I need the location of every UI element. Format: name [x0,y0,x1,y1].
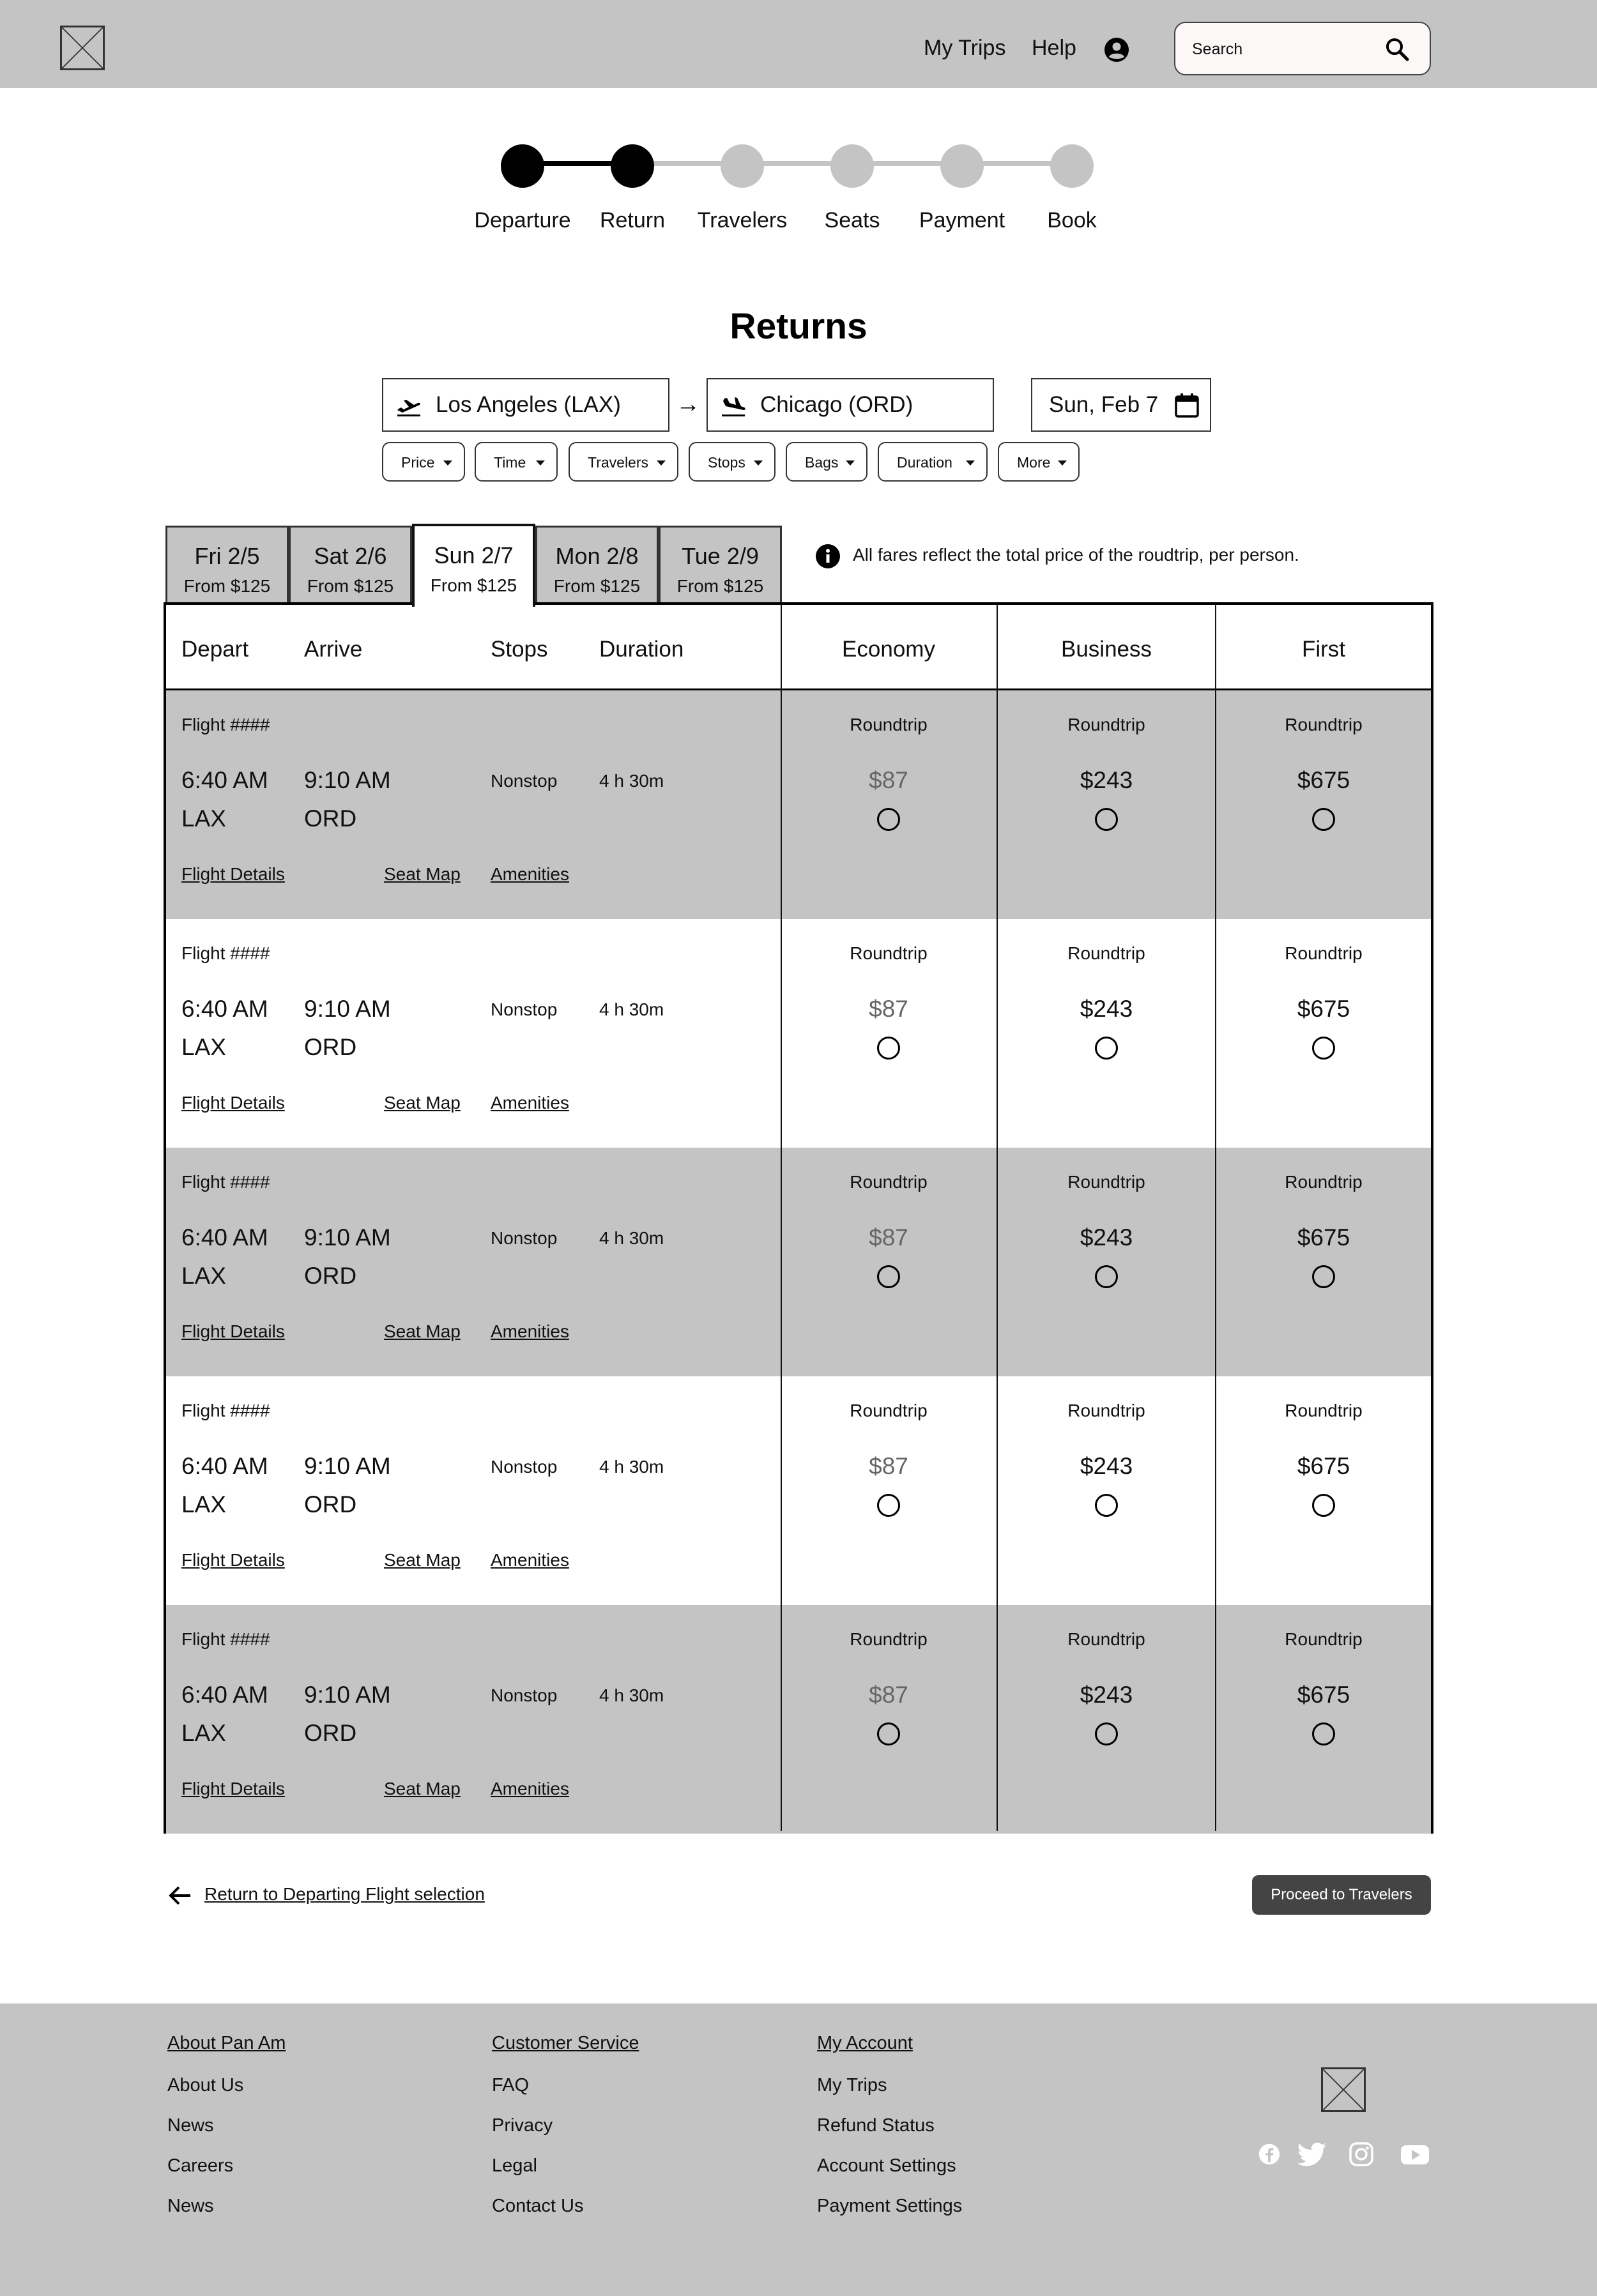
footer-link[interactable]: News [167,2115,214,2136]
arrive-time: 9:10 AM [304,1224,391,1251]
nav-help-link[interactable]: Help [1032,36,1076,60]
first-price: $675 [1297,1224,1350,1251]
first-fare-cell [1216,919,1431,1148]
business-price: $243 [1080,767,1133,793]
first-fare-cell [1216,1605,1431,1834]
first-price: $675 [1297,1453,1350,1479]
footer-link[interactable]: Privacy [492,2115,553,2136]
filter-label: More [1017,454,1051,471]
step-label-book: Book [1047,208,1097,232]
economy-price: $87 [869,1682,908,1708]
footer-heading[interactable]: My Account [817,2033,913,2053]
step-label-payment: Payment [919,208,1005,232]
flight-number: Flight #### [181,715,270,734]
fare-type-label: Roundtrip [1285,715,1363,734]
page-title: Returns [730,306,867,347]
flight-details-link[interactable]: Flight Details [181,1321,285,1341]
fare-type-label: Roundtrip [1067,943,1145,963]
arrive-airport: ORD [304,1263,357,1289]
fare-type-label: Roundtrip [850,943,928,963]
flight-results-table [164,602,1433,1834]
first-fare-radio[interactable] [1312,1722,1335,1745]
date-tab-day: Tue 2/9 [682,543,759,569]
step-dot-seats[interactable] [830,144,874,188]
amenities-link[interactable]: Amenities [491,864,569,884]
first-fare-cell [1216,1376,1431,1605]
economy-fare-cell [781,1148,997,1376]
return-to-departing-link[interactable]: Return to Departing Flight selection [204,1884,485,1904]
table-row [166,1605,1431,1834]
first-fare-radio[interactable] [1312,1265,1335,1288]
caret-down-icon [846,460,855,466]
filter-label: Price [401,454,435,471]
caret-down-icon [657,460,666,466]
amenities-link[interactable]: Amenities [491,1550,569,1570]
first-fare-cell [1216,690,1431,919]
amenities-link[interactable]: Amenities [491,1321,569,1341]
flight-details-link[interactable]: Flight Details [181,864,285,884]
filter-label: Duration [897,454,952,471]
step-dot-payment[interactable] [940,144,984,188]
arrow-left-icon[interactable] [167,1884,193,1907]
footer-link[interactable]: News [167,2196,214,2216]
filter-travelers[interactable] [569,442,678,482]
footer-link[interactable]: Careers [167,2155,234,2176]
date-tab-day: Sat 2/6 [314,543,387,569]
depart-airport: LAX [181,805,226,832]
step-label-return: Return [599,208,666,232]
depart-airport: LAX [181,1034,226,1060]
fare-type-label: Roundtrip [1285,1172,1363,1192]
table-row [166,690,1431,919]
filter-label: Travelers [588,454,648,471]
date-tab-day: Fri 2/5 [194,543,260,569]
business-fare-radio[interactable] [1095,1265,1118,1288]
filter-more[interactable] [998,442,1080,482]
date-tab-day: Mon 2/8 [555,543,639,569]
business-fare-radio[interactable] [1095,1722,1118,1745]
filter-stops[interactable] [689,442,776,482]
business-fare-radio[interactable] [1095,808,1118,831]
depart-time: 6:40 AM [181,1224,268,1251]
economy-price: $87 [869,1224,908,1251]
fare-type-label: Roundtrip [850,1172,928,1192]
info-icon [815,544,841,569]
header-business: Business [1060,637,1152,662]
date-tab-from-price: From $125 [676,576,764,596]
depart-airport: LAX [181,1491,226,1517]
first-price: $675 [1297,996,1350,1022]
seat-map-link[interactable]: Seat Map [384,1550,461,1570]
header-economy: Economy [842,637,935,662]
date-tab[interactable] [289,526,412,605]
business-fare-cell [998,1376,1215,1605]
destination-value: Chicago (ORD) [760,392,913,417]
caret-down-icon [966,460,975,466]
column-divider [1215,605,1216,1831]
instagram-icon[interactable] [1348,2141,1375,2167]
economy-fare-radio[interactable] [877,808,900,831]
table-row [166,1148,1431,1376]
date-tab[interactable] [659,526,782,605]
arrive-airport: ORD [304,1720,357,1746]
economy-fare-cell [781,919,997,1148]
stops-value: Nonstop [491,1685,558,1705]
depart-airport: LAX [181,1263,226,1289]
arrive-time: 9:10 AM [304,1453,391,1479]
step-label-departure: Departure [474,208,571,232]
arrow-right-icon: → [676,391,700,418]
seat-map-link[interactable]: Seat Map [384,1779,461,1798]
fare-type-label: Roundtrip [1285,1401,1363,1420]
date-tab-from-price: From $125 [553,576,641,596]
stops-value: Nonstop [491,771,558,791]
filter-label: Bags [805,454,839,471]
fare-type-label: Roundtrip [850,715,928,734]
fare-type-label: Roundtrip [1067,1172,1145,1192]
caret-down-icon [754,460,763,466]
arrive-time: 9:10 AM [304,996,391,1022]
business-fare-cell [998,1605,1215,1834]
economy-fare-cell [781,690,997,919]
date-tab-day: Sun 2/7 [434,542,514,568]
fare-type-label: Roundtrip [1067,715,1145,734]
plane-takeoff-icon [396,395,422,418]
fare-info-note: All fares reflect the total price of the roudtrip, per person. [853,545,1299,565]
filter-time[interactable] [475,442,558,482]
first-fare-radio[interactable] [1312,808,1335,831]
origin-field[interactable] [382,378,669,432]
business-fare-radio[interactable] [1095,1494,1118,1517]
depart-time: 6:40 AM [181,767,268,793]
amenities-link[interactable]: Amenities [491,1093,569,1113]
footer-heading[interactable]: Customer Service [492,2033,639,2053]
fare-type-label: Roundtrip [1067,1401,1145,1420]
footer-column-service [492,2033,639,2236]
table-header [166,605,1431,690]
column-divider [781,605,782,1831]
depart-time: 6:40 AM [181,1682,268,1708]
date-tab-from-price: From $125 [183,576,271,596]
filter-label: Stops [708,454,745,471]
economy-fare-radio[interactable] [877,1722,900,1745]
header-duration: Duration [599,637,684,662]
flight-number: Flight #### [181,1401,270,1420]
footer-logo-placeholder-icon[interactable] [1321,2067,1366,2112]
duration-value: 4 h 30m [599,1457,664,1477]
seat-map-link[interactable]: Seat Map [384,1321,461,1341]
duration-value: 4 h 30m [599,771,664,791]
search-input[interactable] [1192,36,1384,63]
depart-airport: LAX [181,1720,226,1746]
calendar-icon[interactable] [1174,391,1200,419]
header-arrive: Arrive [304,637,363,662]
depart-time: 6:40 AM [181,1453,268,1479]
plane-landing-icon [721,395,746,418]
first-fare-radio[interactable] [1312,1037,1335,1060]
date-tab[interactable] [165,526,289,605]
first-price: $675 [1297,767,1350,793]
filter-price[interactable] [382,442,465,482]
arrive-time: 9:10 AM [304,767,391,793]
footer-link[interactable]: Payment Settings [817,2196,963,2216]
youtube-icon[interactable] [1399,2141,1431,2167]
logo-placeholder-icon[interactable] [60,26,105,70]
footer-link[interactable]: My Trips [817,2075,887,2095]
caret-down-icon [536,460,545,466]
flight-details-link[interactable]: Flight Details [181,1779,285,1798]
footer-link[interactable]: About Us [167,2075,244,2095]
first-fare-cell [1216,1148,1431,1376]
stops-value: Nonstop [491,1457,558,1477]
amenities-link[interactable]: Amenities [491,1779,569,1798]
seat-map-link[interactable]: Seat Map [384,864,461,884]
arrive-airport: ORD [304,1491,357,1517]
origin-value: Los Angeles (LAX) [436,392,621,417]
depart-time: 6:40 AM [181,996,268,1022]
header-first: First [1301,637,1346,662]
economy-price: $87 [869,767,908,793]
business-fare-cell [998,1148,1215,1376]
flight-details-link[interactable]: Flight Details [181,1550,285,1570]
business-price: $243 [1080,1453,1133,1479]
account-icon[interactable] [1104,37,1129,63]
economy-price: $87 [869,996,908,1022]
flight-details-link[interactable]: Flight Details [181,1093,285,1113]
date-field[interactable] [1031,378,1211,432]
footer-link[interactable]: FAQ [492,2075,530,2095]
step-dot-departure[interactable] [501,144,544,188]
date-value: Sun, Feb 7 [1049,392,1159,417]
economy-fare-cell [781,1605,997,1834]
first-price: $675 [1297,1682,1350,1708]
date-tab[interactable] [535,526,659,605]
header-depart: Depart [181,637,249,662]
arrive-time: 9:10 AM [304,1682,391,1708]
economy-fare-radio[interactable] [877,1037,900,1060]
date-tab-from-price: From $125 [430,575,517,595]
nav-my-trips-link[interactable]: My Trips [924,36,1006,60]
flight-number: Flight #### [181,1629,270,1649]
footer-link[interactable]: Account Settings [817,2155,956,2176]
footer-column-about [167,2033,286,2236]
business-fare-radio[interactable] [1095,1037,1118,1060]
arrive-airport: ORD [304,805,357,832]
twitter-icon[interactable] [1297,2141,1327,2167]
column-divider [997,605,998,1831]
fare-type-label: Roundtrip [850,1629,928,1649]
caret-down-icon [1058,460,1067,466]
table-row [166,919,1431,1148]
duration-value: 4 h 30m [599,1228,664,1248]
destination-field[interactable] [707,378,994,432]
filter-bags[interactable] [786,442,867,482]
footer-heading[interactable]: About Pan Am [167,2033,286,2053]
flight-number: Flight #### [181,943,270,963]
fare-type-label: Roundtrip [1285,1629,1363,1649]
step-dot-return[interactable] [611,144,654,188]
economy-fare-radio[interactable] [877,1494,900,1517]
footer-link[interactable]: Contact Us [492,2196,584,2216]
stops-value: Nonstop [491,1000,558,1019]
table-row [166,1376,1431,1605]
site-header [0,0,1597,88]
step-dot-book[interactable] [1050,144,1094,188]
economy-fare-cell [781,1376,997,1605]
search-icon[interactable] [1384,36,1410,63]
economy-fare-radio[interactable] [877,1265,900,1288]
flight-number: Flight #### [181,1172,270,1192]
step-label-seats: Seats [824,208,880,232]
proceed-to-travelers-button[interactable]: Proceed to Travelers [1252,1875,1431,1915]
fare-type-label: Roundtrip [850,1401,928,1420]
duration-value: 4 h 30m [599,1000,664,1019]
facebook-icon[interactable] [1257,2141,1281,2167]
filter-label: Time [494,454,526,471]
fare-type-label: Roundtrip [1285,943,1363,963]
footer-column-account [817,2033,962,2236]
arrive-airport: ORD [304,1034,357,1060]
business-fare-cell [998,919,1215,1148]
seat-map-link[interactable]: Seat Map [384,1093,461,1113]
stops-value: Nonstop [491,1228,558,1248]
fare-type-label: Roundtrip [1067,1629,1145,1649]
step-label-travelers: Travelers [697,208,788,232]
site-footer [0,2003,1597,2296]
business-price: $243 [1080,1682,1133,1708]
footer-link[interactable]: Refund Status [817,2115,935,2136]
date-tab-from-price: From $125 [307,576,394,596]
duration-value: 4 h 30m [599,1685,664,1705]
search-box [1174,22,1431,75]
business-price: $243 [1080,996,1133,1022]
economy-price: $87 [869,1453,908,1479]
filter-duration[interactable] [878,442,988,482]
business-price: $243 [1080,1224,1133,1251]
business-fare-cell [998,690,1215,919]
date-tab-selected[interactable] [412,524,535,607]
footer-link[interactable]: Legal [492,2155,537,2176]
header-stops: Stops [491,637,548,662]
first-fare-radio[interactable] [1312,1494,1335,1517]
caret-down-icon [443,460,452,466]
step-dot-travelers[interactable] [721,144,764,188]
